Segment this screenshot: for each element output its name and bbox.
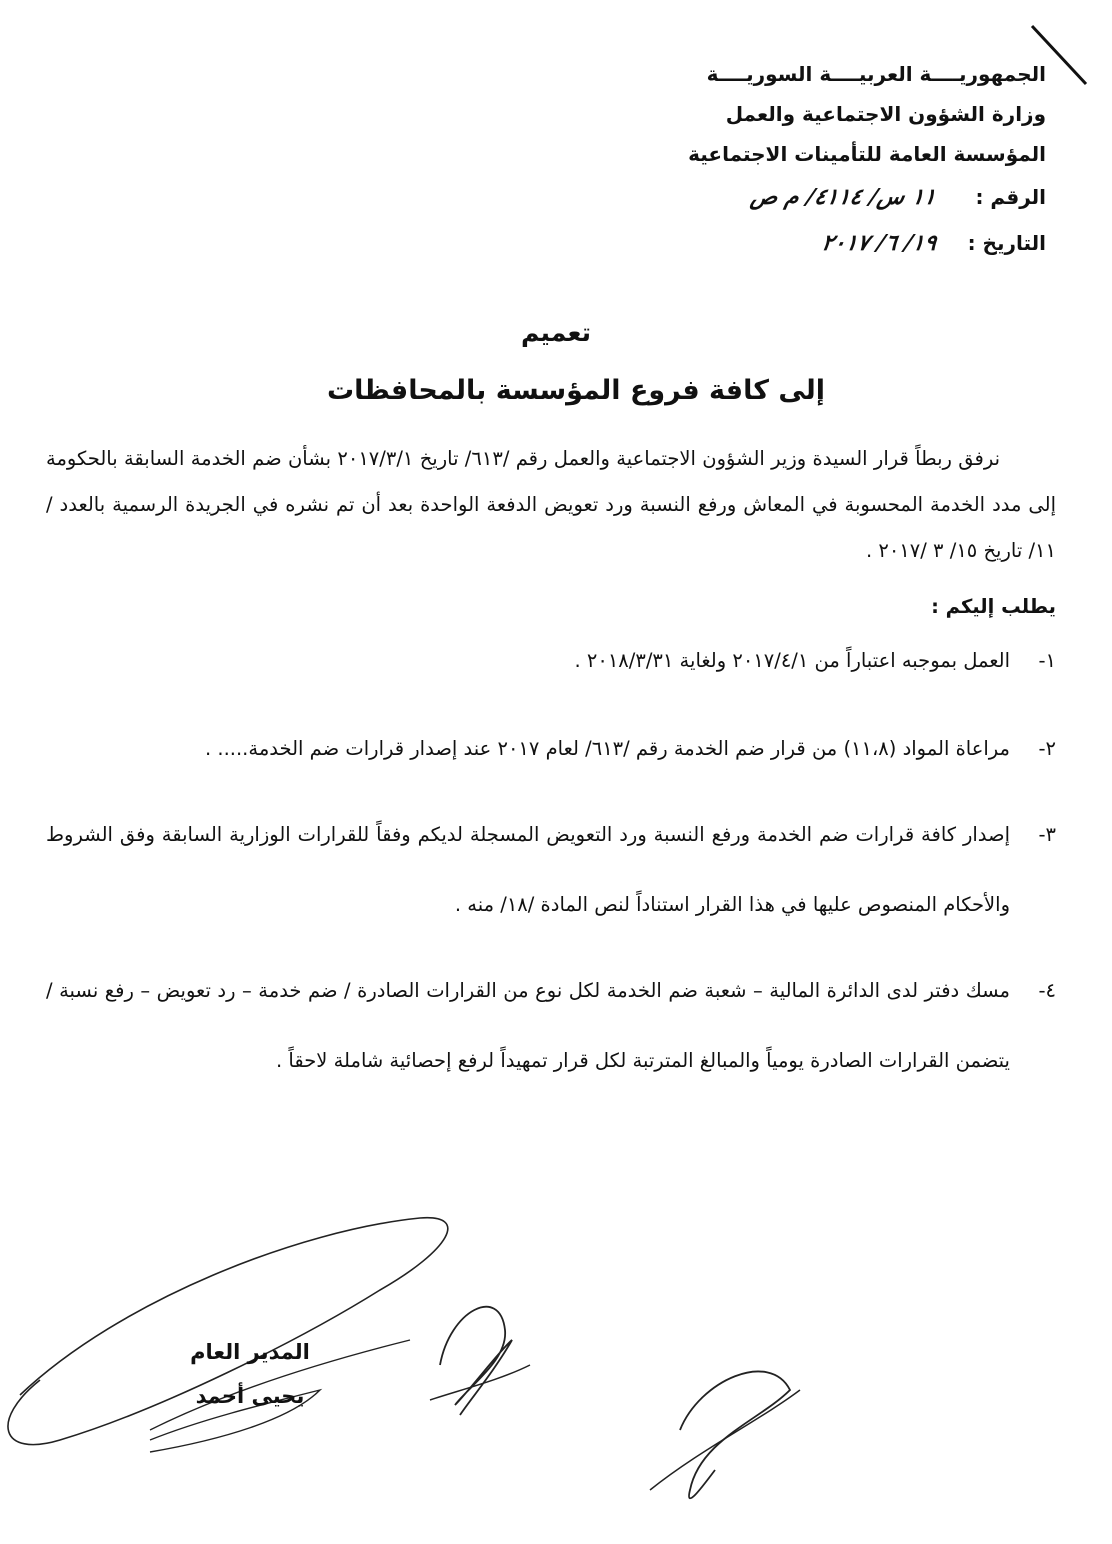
list-item bbox=[46, 714, 1056, 784]
signature-block bbox=[150, 1330, 350, 1418]
list-item-number: ١- bbox=[1038, 649, 1056, 672]
signatory-name: يحيى أحمد bbox=[195, 1384, 305, 1408]
reference-number-label: الرقم : bbox=[975, 185, 1046, 209]
date-label: التاريخ : bbox=[967, 231, 1046, 255]
document-subtitle: إلى كافة فروع المؤسسة بالمحافظات bbox=[326, 375, 826, 406]
list-item bbox=[46, 638, 1056, 684]
list-item-text: إصدار كافة قرارات ضم الخدمة ورفع النسبة ورد التعويض المسجلة لديكم وفقاً للقرارات الوزارية السابقة وفق الشروط والأحكام المنصوص عليها في هذا القرار استناداً لنص المادة /١٨/ منه . bbox=[46, 823, 1010, 916]
ministry-name: وزارة الشؤون الاجتماعية والعمل bbox=[725, 102, 1046, 126]
signatory-role: المدير العام bbox=[190, 1340, 310, 1364]
list-item-text: مراعاة المواد (١١،٨) من قرار ضم الخدمة رقم /٦١٣/ لعام ٢٠١٧ عند إصدار قرارات ضم الخدمة..... . bbox=[204, 737, 1010, 760]
reference-number-value: ١١ س/ ٤١١٤/ م ص bbox=[749, 184, 939, 210]
list-item bbox=[46, 956, 1056, 1096]
list-item bbox=[46, 800, 1056, 940]
letterhead bbox=[688, 54, 1046, 266]
document-body bbox=[46, 436, 1056, 1112]
list-item-text: مسك دفتر لدى الدائرة المالية – شعبة ضم الخدمة لكل نوع من القرارات الصادرة / ضم خدمة – رد تعويض – رفع نسبة / يتضمن القرارات الصادرة يومياً والمبالغ المترتبة لكل قرار تمهيداً لرفع إحصائية شاملة لاحقاً . bbox=[46, 979, 1010, 1072]
document-title: تعميم bbox=[520, 318, 592, 347]
intro-paragraph: نرفق ربطاً قرار السيدة وزير الشؤون الاجتماعية والعمل رقم /٦١٣/ تاريخ ٢٠١٧/٣/١ بشأن ضم الخدمة السابقة بالحكومة إلى مدد الخدمة المحسوبة في المعاش ورفع النسبة ورد تعويض الدفعة الواحدة بعد أن تم نشره في الجريدة الرسمية بالعدد /١١/ تاريخ ١٥/ ٣ /٢٠١٧ . bbox=[46, 447, 1056, 562]
reference-number-row bbox=[706, 174, 1046, 220]
date-value: ١٩/ ٦/ ٢٠١٧ bbox=[819, 230, 939, 256]
handwritten-signatures bbox=[0, 1190, 900, 1520]
list-item-number: ٣- bbox=[1038, 823, 1056, 846]
list-item-number: ٤- bbox=[1038, 979, 1056, 1002]
list-item-text: العمل بموجبه اعتباراً من ٢٠١٧/٤/١ ولغاية ٢٠١٨/٣/٣١ . bbox=[574, 649, 1010, 672]
date-row bbox=[706, 220, 1046, 266]
list-item-number: ٢- bbox=[1038, 737, 1056, 760]
country-name: الجمهوريــــة العربيــــة السوريــــة bbox=[706, 62, 1046, 86]
institution-name: المؤسسة العامة للتأمينات الاجتماعية bbox=[688, 142, 1046, 166]
request-heading: يطلب إليكم : bbox=[931, 595, 1056, 618]
